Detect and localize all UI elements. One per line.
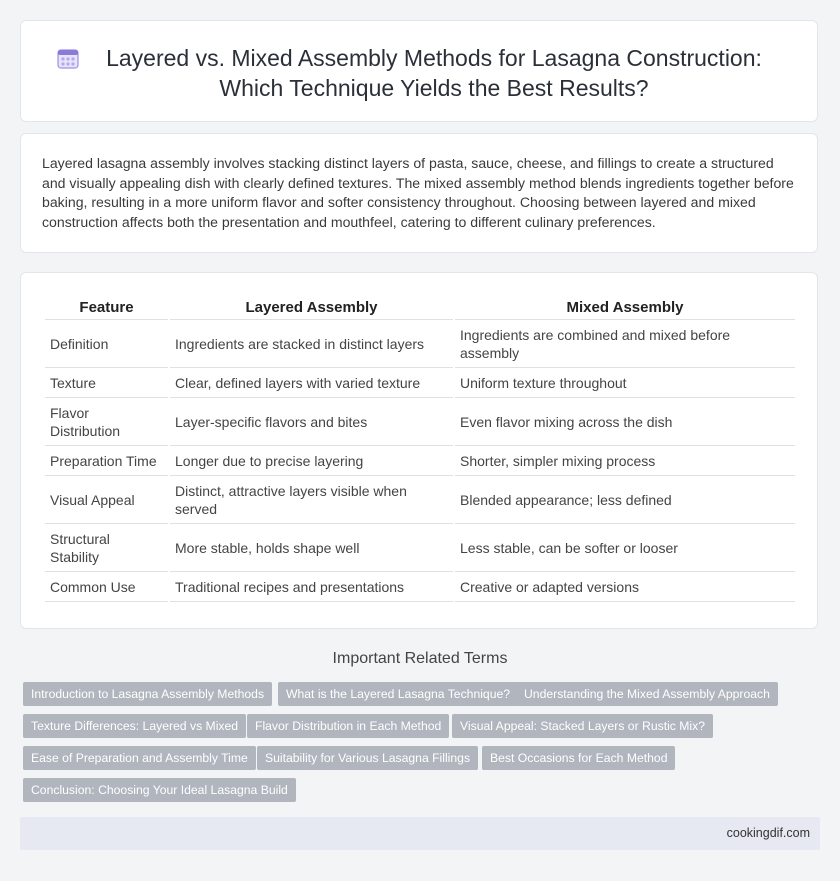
cell-feature: Visual Appeal: [45, 476, 168, 524]
table-row: [45, 446, 795, 476]
related-tag[interactable]: What is the Layered Lasagna Technique?: [278, 682, 518, 706]
cell-feature: Flavor Distribution: [45, 398, 168, 446]
cell-mixed: Ingredients are combined and mixed before assembly: [455, 320, 795, 368]
cell-mixed: Even flavor mixing across the dish: [455, 398, 795, 446]
footer-site[interactable]: cookingdif.com: [726, 826, 810, 840]
header-feature: Feature: [45, 295, 168, 320]
cell-mixed: Shorter, simpler mixing process: [455, 446, 795, 476]
page-title: Layered vs. Mixed Assembly Methods for Lasagna Construction: Which Technique Yields the Best Results?: [106, 45, 762, 101]
footer: [20, 817, 820, 850]
cell-feature: Texture: [45, 368, 168, 398]
cell-layered: Distinct, attractive layers visible when served: [170, 476, 453, 524]
cell-mixed: Creative or adapted versions: [455, 572, 795, 602]
related-tag[interactable]: Suitability for Various Lasagna Fillings: [257, 746, 478, 770]
cell-layered: Ingredients are stacked in distinct layers: [170, 320, 453, 368]
cell-layered: Layer-specific flavors and bites: [170, 398, 453, 446]
cell-mixed: Less stable, can be softer or looser: [455, 524, 795, 572]
comparison-table: [43, 295, 797, 602]
title-card: [20, 20, 818, 122]
cell-mixed: Blended appearance; less defined: [455, 476, 795, 524]
comparison-card: [20, 272, 818, 629]
related-tag[interactable]: Introduction to Lasagna Assembly Methods: [23, 682, 272, 706]
intro-card: [20, 133, 818, 253]
related-tag[interactable]: Ease of Preparation and Assembly Time: [23, 746, 256, 770]
cell-layered: More stable, holds shape well: [170, 524, 453, 572]
related-tag[interactable]: Best Occasions for Each Method: [482, 746, 675, 770]
table-row: [45, 524, 795, 572]
table-row: [45, 320, 795, 368]
table-header-row: [45, 295, 795, 320]
cell-layered: Longer due to precise layering: [170, 446, 453, 476]
related-tag[interactable]: Understanding the Mixed Assembly Approach: [516, 682, 778, 706]
cell-layered: Clear, defined layers with varied texture: [170, 368, 453, 398]
header-layered: Layered Assembly: [170, 295, 453, 320]
cell-feature: Structural Stability: [45, 524, 168, 572]
table-row: [45, 476, 795, 524]
related-tag[interactable]: Flavor Distribution in Each Method: [247, 714, 449, 738]
cell-layered: Traditional recipes and presentations: [170, 572, 453, 602]
intro-paragraph: Layered lasagna assembly involves stacking distinct layers of pasta, sauce, cheese, and fillings to create a structured and visually appealing dish with clearly defined textures. The mixed assembly method blends ingredients together before baking, resulting in a more uniform flavor and softer consistency throughout. Choosing between layered and mixed construction affects both the presentation and mouthfeel, catering to different culinary preferences.: [42, 155, 794, 230]
related-tag[interactable]: Conclusion: Choosing Your Ideal Lasagna Build: [23, 778, 296, 802]
related-terms-heading: Important Related Terms: [332, 650, 508, 667]
header-mixed: Mixed Assembly: [455, 295, 795, 320]
table-row: [45, 572, 795, 602]
cell-mixed: Uniform texture throughout: [455, 368, 795, 398]
table-row: [45, 398, 795, 446]
table-row: [45, 368, 795, 398]
cell-feature: Definition: [45, 320, 168, 368]
related-tag[interactable]: Visual Appeal: Stacked Layers or Rustic Mix?: [452, 714, 713, 738]
cell-feature: Common Use: [45, 572, 168, 602]
related-tag[interactable]: Texture Differences: Layered vs Mixed: [23, 714, 246, 738]
cell-feature: Preparation Time: [45, 446, 168, 476]
